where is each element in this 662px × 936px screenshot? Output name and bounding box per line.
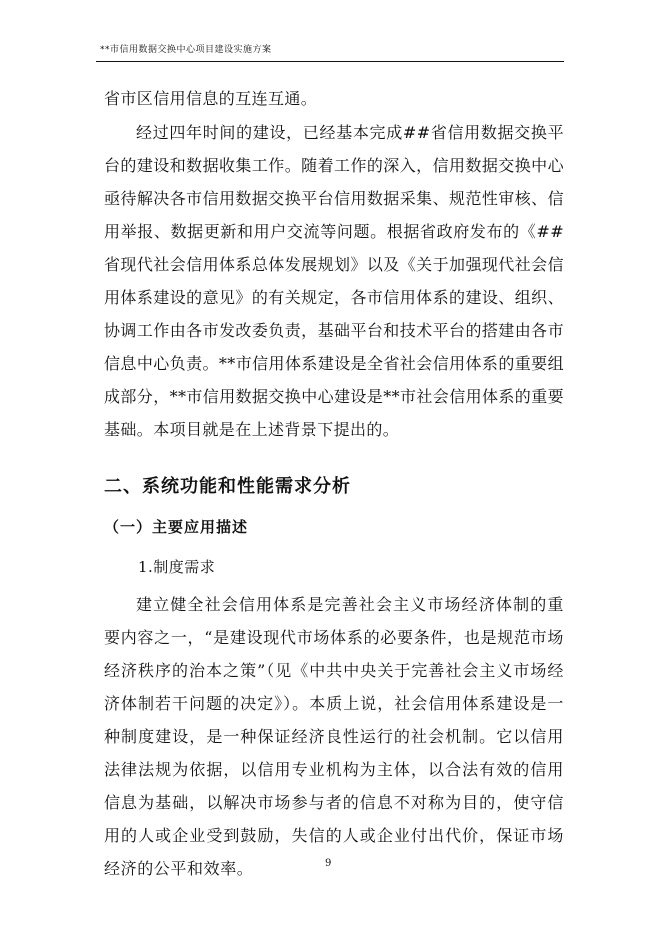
subsection-heading: （一）主要应用描述 [104,518,249,536]
section-heading: 二、系统功能和性能需求分析 [104,476,351,497]
item-heading: 1.制度需求 [138,558,216,576]
continued-paragraph: 省市区信用信息的互连互通。 [104,89,318,108]
page-number: 9 [325,858,332,869]
body-paragraph-background: 经过四年时间的建设，已经基本完成##省信用数据交换平台的建设和数据收集工作。随着工作的深入，信用数据交换中心亟待解决各市信用数据交换平台信用数据采集、规范性审核、信用举报、数据更新和用户交流等问题。根据省政府发布的《##省现代社会信用体系总体发展规划》以及《关于加强现代社会信用体系建设的意见》的有关规定，各市信用体系的建设、组织、协调工作由各市发改委负责，基础平台和技术平台的搭建由各市信息中心负责。**市信用体系建设是全省社会信用体系的重要组成部分，**市信用数据交换中心建设是**市社会信用体系的重要基础。本项目就是在上述背景下提出的。 [104,123,565,439]
body-paragraph-institutional-need: 建立健全社会信用体系是完善社会主义市场经济体制的重要内容之一，“是建设现代市场体系的必要条件，也是规范市场经济秩序的治本之策”（见《中共中央关于完善社会主义市场经济体制若干问题的决定》）。本质上说，社会信用体系建设是一种制度建设，是一种保证经济良性运行的社会机制。它以信用法律法规为依据，以信用专业机构为主体，以合法有效的信用信息为基础，以解决市场参与者的信息不对称为目的，使守信用的人或企业受到鼓励，失信的人或企业付出代价，保证市场经济的公平和效率。 [104,595,564,878]
running-header: **市信用数据交换中心项目建设实施方案 [100,45,272,55]
header-divider [96,61,564,62]
